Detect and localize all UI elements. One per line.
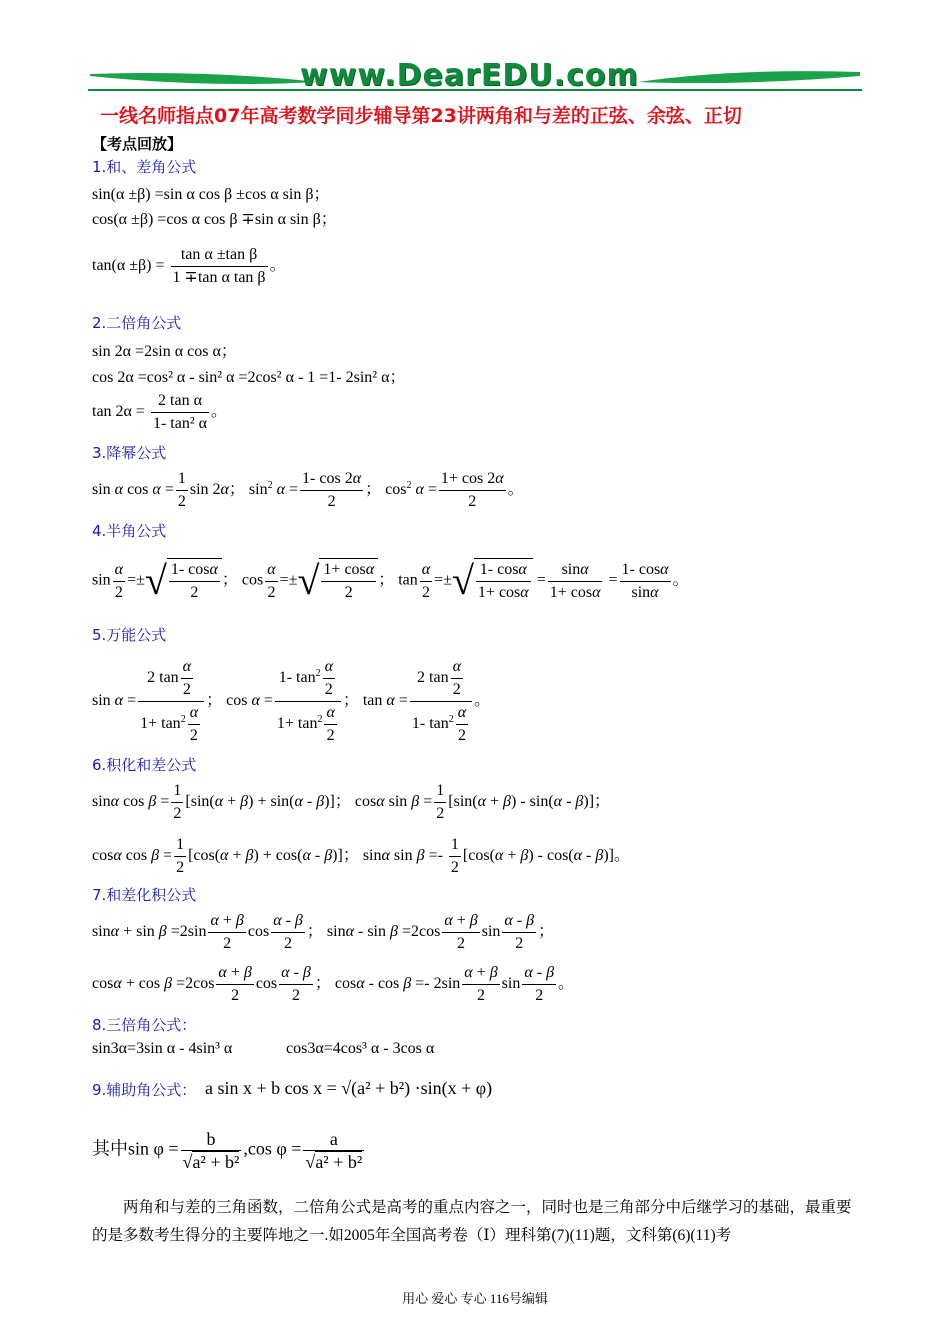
formula-half-angle: sin $\frac{\alpha}{2}$ =±√ $\frac{1- \cos\alpha}{2}$ ； cos $\frac{\alpha}{2}$ =±√ $\frac{1+ \cos\alpha}{2}$ ； tan $\frac{\alpha}{2}$ =±√ $\frac{1- \cos\alpha}{1+ \cos\alpha}$ = $\frac{\sin\alpha}{1+ \cos\alpha}$ = $\frac{1- \cos\alpha}{\sin\alpha}$ 。 — [92, 558, 689, 603]
body-paragraph: 两角和与差的三角函数，二倍角公式是高考的重点内容之一，同时也是三角部分中后继学习的基础，最重要的是多数考生得分的主要阵地之一.如2005年全国高考卷（Ⅰ）理科第(7)(11)题，文科第(6)(11)考 — [92, 1199, 852, 1244]
aux-denominator-1: a² + b² — [192, 1152, 240, 1172]
formula-sin-double: sin 2α =2sin α cos α； — [92, 343, 237, 360]
tan-sum-lhs: tan(α ±β) = — [92, 257, 165, 275]
formula-triple-sin: sin3α=3sin α - 4sin³ α — [92, 1040, 233, 1057]
formula-cos-double: cos 2α =cos² α - sin² α =2cos² α - 1 =1- 2sin² α； — [92, 369, 406, 386]
formula-universal: sin α = 2 tan $\frac{\alpha}{2}$ $1+ \tan^2$ $\frac{\alpha}{2}$ ； cos α = 1- $\tan^2$ $\frac{\alpha}{2}$ $1+ \tan^2$ $\frac{\alpha}{2}$ ； tan α = 2 tan $\frac{\alpha}{2}$ 1- $\tan^2$ $\frac{\alpha}{2}$ 。 — [92, 658, 491, 744]
formula-cos-sum: cos(α ±β) =cos α cos β ∓sin α sin β； — [92, 211, 337, 228]
tan-sum-numerator: tan α ±tan β — [171, 244, 268, 267]
aux-prefix: 其中sin φ = — [92, 1138, 179, 1159]
formula-auxiliary-definition: 其中sin φ = $\frac{b}{\text{√a² + b²}}$ ,cos φ = $\frac{a}{\text{√a² + b²}}$ — [92, 1129, 363, 1172]
aux-numerator-b: b — [181, 1128, 242, 1151]
tan-sum-denominator: 1 ∓tan α tan β — [172, 269, 266, 286]
site-logo-text[interactable]: www.DearEDU.com — [300, 58, 639, 93]
heading-6: 6.积化和差公式 — [92, 756, 197, 774]
tan-double-denominator: 1- tan² α — [152, 415, 208, 432]
formula-tan-double: tan 2α = $\frac{\text{2 tan α}}{\text{1- tan² α}}$ 。 — [92, 390, 227, 435]
aux-denominator-2: a² + b² — [315, 1152, 363, 1172]
heading-5: 5.万能公式 — [92, 626, 167, 644]
tan-double-numerator: 2 tan α — [151, 390, 209, 413]
aux-separator: ,cos φ = — [243, 1138, 302, 1159]
page-title: 一线名师指点07年高考数学同步辅导第23讲两角和与差的正弦、余弦、正切 — [100, 105, 742, 127]
heading-2: 2.二倍角公式 — [92, 314, 182, 332]
formula-tan-sum: tan(α ±β) = $\frac{\text{tan α ±tan β}}{\text{1 ∓tan α tan β}}$ 。 — [92, 244, 286, 289]
formula-triple-cos: cos3α=4cos³ α - 3cos α — [286, 1040, 435, 1057]
page-footer: 用心 爱心 专心 116号编辑 — [402, 1291, 548, 1306]
formula-sum-to-product-1: sinα + sin β =2sin $\frac{\alpha + \beta}{2}$ cos $\frac{\alpha - \beta}{2}$ ； sinα - sin β =2cos $\frac{\alpha + \beta}{2}$ sin $\frac{\alpha - \beta}{2}$ ； — [92, 912, 555, 952]
section-label: 【考点回放】 — [92, 135, 183, 153]
formula-product-to-sum-2: cosα cos β = $\frac{1}{2}$ [cos(α + β) + cos(α - β)]； sinα sin β =- $\frac{1}{2}$ [cos(α + β) - cos(α - β)]。 — [92, 836, 630, 876]
heading-8: 8.三倍角公式： — [92, 1016, 197, 1034]
aux-numerator-a: a — [303, 1128, 364, 1151]
heading-3: 3.降幂公式 — [92, 444, 167, 462]
formula-sin-sum: sin(α ±β) =sin α cos β ±cos α sin β； — [92, 186, 330, 203]
tan-double-lhs: tan 2α = — [92, 403, 145, 421]
formula-auxiliary-angle: a sin x + b cos x = √(a² + b²) ·sin(x + φ) — [205, 1078, 493, 1098]
heading-4: 4.半角公式 — [92, 522, 167, 540]
heading-9: 9.辅助角公式： — [92, 1081, 197, 1099]
formula-product-to-sum-1: sinα cos β = $\frac{1}{2}$ [sin(α + β) + sin(α - β)]； cosα sin β = $\frac{1}{2}$ [sin(α + β) - sin(α - β)]； — [92, 782, 611, 822]
formula-sum-to-product-2: cosα + cos β =2cos $\frac{\alpha + \beta}{2}$ cos $\frac{\alpha - \beta}{2}$ ； cosα - cos β =- 2sin $\frac{\alpha + \beta}{2}$ sin $\frac{\alpha - \beta}{2}$ 。 — [92, 964, 575, 1004]
formula-power-reduction: sin α cos α = $\frac{1}{2}$ sin 2α； $\sin^2 \alpha$ = $\frac{1- \cos 2\alpha}{2}$ ； $\cos^2 \alpha$ = $\frac{1+ \cos 2\alpha}{2}$ 。 — [92, 470, 524, 510]
heading-1: 1.和、差角公式 — [92, 158, 197, 176]
heading-7: 7.和差化积公式 — [92, 886, 197, 904]
